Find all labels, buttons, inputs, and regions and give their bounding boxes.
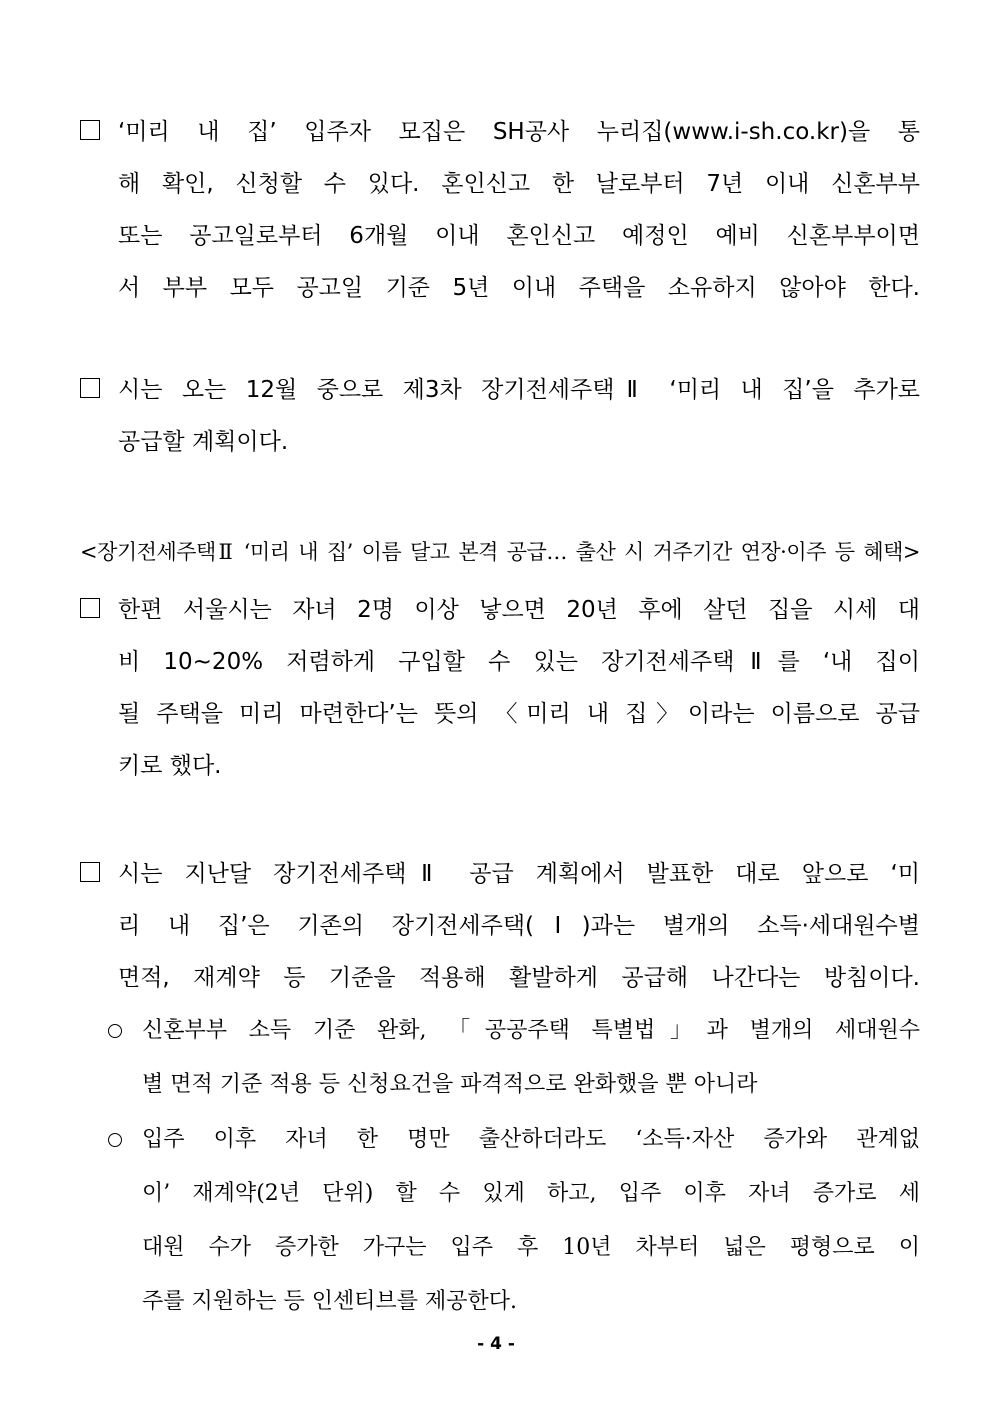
text-line <box>108 1167 920 1221</box>
sub-item-text: 주를 지원하는 등 인센티브를 제공한다. <box>142 1289 517 1314</box>
paragraph-text: 한편 서울시는 자녀 2명 이상 낳으면 20년 후에 살던 집을 시세 대 <box>118 597 920 623</box>
page-number: - 4 - <box>477 1334 515 1354</box>
sub-item-text: 이’ 재계약(2년 단위) 할 수 있게 하고, 입주 이후 자녀 증가로 세 <box>142 1181 920 1206</box>
text-line <box>108 1221 920 1275</box>
paragraph-text: 면적, 재계약 등 기준을 적용해 활발하게 공급해 나간다는 방침이다. <box>118 965 920 991</box>
checkbox-bullet-icon <box>80 862 100 882</box>
paragraph-recruitment <box>80 106 920 314</box>
text-line <box>80 416 920 468</box>
paragraph-text: 시는 오는 12월 중으로 제3차 장기전세주택Ⅱ ‘미리 내 집’을 추가로 <box>118 377 920 403</box>
circle-bullet-icon <box>108 1133 122 1147</box>
paragraph-additional-supply <box>80 364 920 468</box>
text-line <box>80 158 920 210</box>
paragraph-text: ‘미리 내 집’ 입주자 모집은 SH공사 누리집(www.i-sh.co.kr)을 통 <box>118 119 920 145</box>
text-line <box>80 848 920 900</box>
paragraph-text: 될 주택을 미리 마련한다’는 뜻의 〈미리 내 집〉이라는 이름으로 공급 <box>118 701 920 727</box>
text-line <box>80 364 920 416</box>
sub-item-eligibility <box>108 1004 920 1112</box>
paragraph-text: 리 내 집’은 기존의 장기전세주택(Ⅰ)과는 별개의 소득·세대원수별 <box>118 913 920 939</box>
checkbox-bullet-icon <box>80 598 100 618</box>
sub-item-text: 별 면적 기준 적용 등 신청요건을 파격적으로 완화했을 뿐 아니라 <box>142 1072 758 1097</box>
text-line <box>80 952 920 1004</box>
checkbox-bullet-icon <box>80 378 100 398</box>
paragraph-text: 공급할 계획이다. <box>118 429 289 455</box>
text-line <box>80 584 920 636</box>
text-line <box>80 636 920 688</box>
text-line <box>80 688 920 740</box>
text-line <box>108 1004 920 1058</box>
text-line <box>80 900 920 952</box>
paragraph-naming <box>80 584 920 792</box>
text-line <box>108 1275 920 1329</box>
checkbox-bullet-icon <box>80 120 100 140</box>
paragraph-policy <box>80 848 920 1004</box>
sub-item-incentives <box>108 1113 920 1329</box>
text-line <box>80 106 920 158</box>
paragraph-text: 시는 지난달 장기전세주택Ⅱ 공급 계획에서 발표한 대로 앞으로 ‘미 <box>118 861 920 887</box>
paragraph-text: 서 부부 모두 공고일 기준 5년 이내 주택을 소유하지 않아야 한다. <box>118 275 920 301</box>
text-line <box>80 262 920 314</box>
section-heading: <장기전세주택Ⅱ ‘미리 내 집’ 이름 달고 본격 공급… 출산 시 거주기간 연장·이주 등 혜택> <box>80 540 920 564</box>
paragraph-text: 또는 공고일로부터 6개월 이내 혼인신고 예정인 예비 신혼부부이면 <box>118 223 920 249</box>
sub-item-text: 대원 수가 증가한 가구는 입주 후 10년 차부터 넓은 평형으로 이 <box>142 1235 920 1260</box>
sub-item-text: 입주 이후 자녀 한 명만 출산하더라도 ‘소득·자산 증가와 관계없 <box>142 1127 920 1152</box>
paragraph-text: 키로 했다. <box>118 753 222 779</box>
paragraph-text: 해 확인, 신청할 수 있다. 혼인신고 한 날로부터 7년 이내 신혼부부 <box>118 171 920 197</box>
text-line <box>80 210 920 262</box>
circle-bullet-icon <box>108 1024 122 1038</box>
paragraph-text: 비 10~20% 저렴하게 구입할 수 있는 장기전세주택Ⅱ를 ‘내 집이 <box>118 649 920 675</box>
text-line <box>108 1113 920 1167</box>
text-line <box>80 740 920 792</box>
text-line <box>108 1058 920 1112</box>
sub-item-text: 신혼부부 소득 기준 완화, 「공공주택 특별법」과 별개의 세대원수 <box>142 1018 920 1043</box>
